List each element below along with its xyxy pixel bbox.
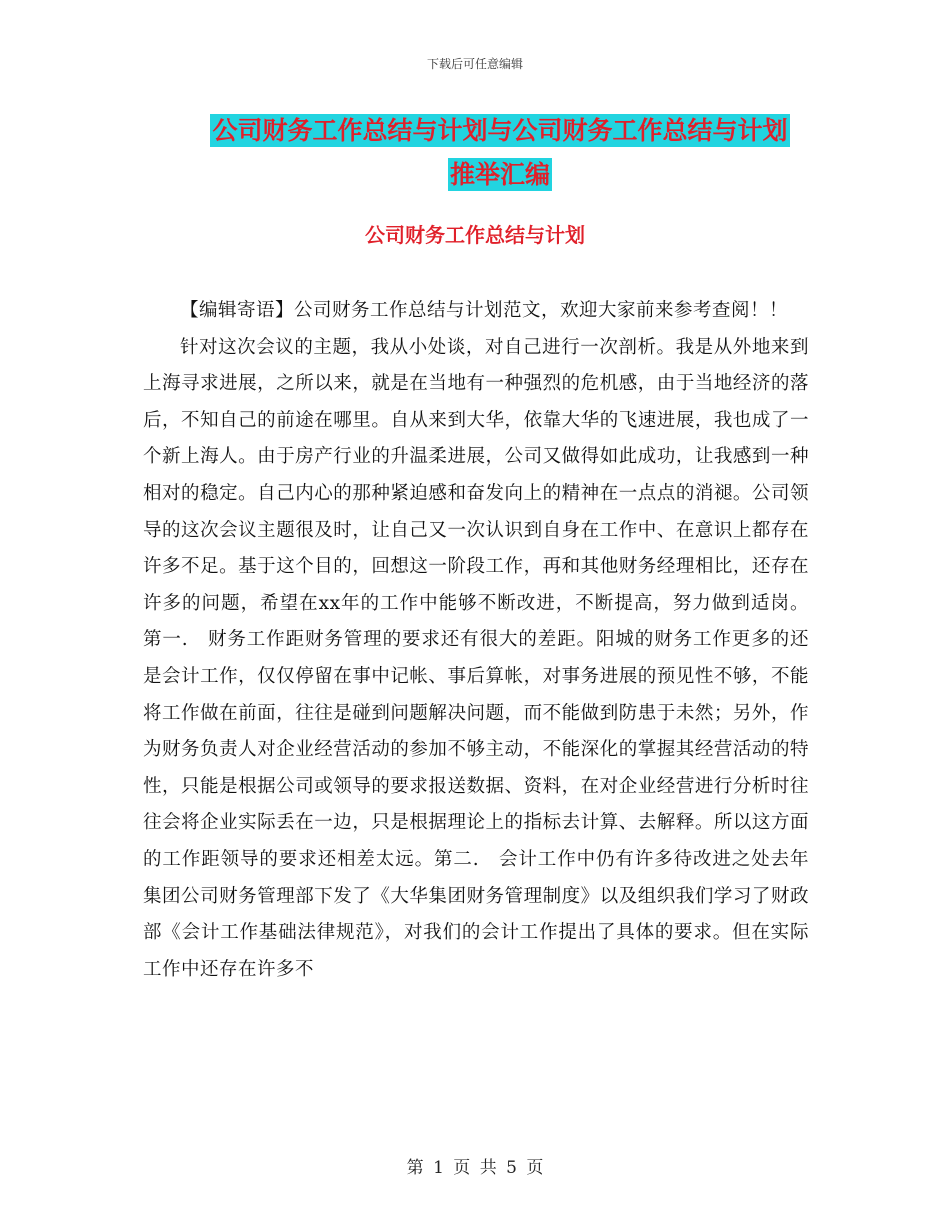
section-heading: 公司财务工作总结与计划 bbox=[365, 223, 585, 247]
header-note: 下载后可任意编辑 bbox=[426, 57, 523, 71]
document-title-text-2: 推举汇编 bbox=[449, 160, 550, 189]
document-title-text-1: 公司财务工作总结与计划与公司财务工作总结与计划 bbox=[212, 116, 788, 145]
document-title-line-2 bbox=[150, 148, 850, 202]
body-paragraph: 针对这次会议的主题，我从小处谈，对自己进行一次剖析。我是从外地来到上海寻求进展，之所以来，就是在当地有一种强烈的危机感，由于当地经济的落后，不知自己的前途在哪里。自从来到大华，依靠大华的飞速进展，我也成了一个新上海人。由于房产行业的升温柔进展，公司又做得如此成功，让我感到一种相对的稳定。自己内心的那种紧迫感和奋发向上的精神在一点点的消褪。公司领导的这次会议主题很及时，让自己又一次认识到自身在工作中、在意识上都存在许多不足。基于这个目的，回想这一阶段工作，再和其他财务经理相比，还存在许多的问题，希望在xx年的工作中能够不断改进，不断提高，努力做到适岗。第一. 财务工作距财务管理的要求还有很大的差距。阳城的财务工作更多的还是会计工作，仅仅停留在事中记帐、事后算帐，对事务进展的预见性不够，不能将工作做在前面，往往是碰到问题解决问题，而不能做到防患于未然；另外，作为财务负责人对企业经营活动的参加不够主动，不能深化的掌握其经营活动的特性，只能是根据公司或领导的要求报送数据、资料，在对企业经营进行分析时往往会将企业实际丢在一边，只是根据理论上的指标去计算、去解释。所以这方面的工作距领导的要求还相差太远。第二. 会计工作中仍有许多待改进之处去年集团公司财务管理部下发了《大华集团财务管理制度》以及组织我们学习了财政部《会计工作基础法律规范》，对我们的会计工作提出了具体的要求。但在实际工作中还存在许多不 bbox=[143, 336, 809, 980]
editor-note-paragraph: 【编辑寄语】公司财务工作总结与计划范文，欢迎大家前来参考查阅！！ bbox=[180, 300, 789, 321]
page-footer: 第 1 页 共 5 页 bbox=[406, 1158, 544, 1178]
document-body bbox=[143, 293, 809, 988]
